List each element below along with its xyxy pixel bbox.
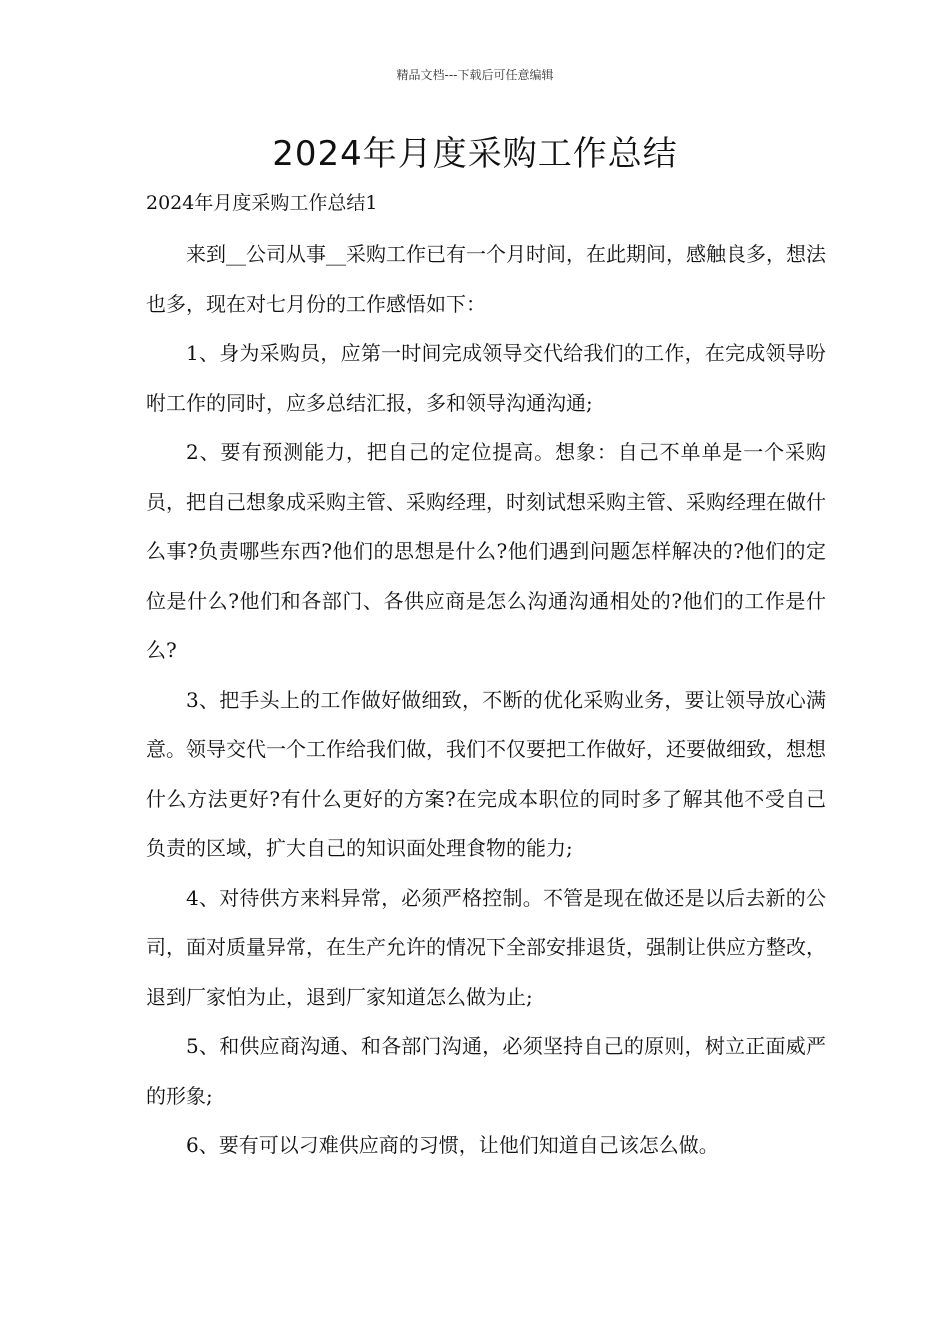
paragraph-intro: 来到__公司从事__采购工作已有一个月时间，在此期间，感触良多，想法也多，现在对七月份的工作感悟如下：	[146, 242, 826, 316]
document-body	[146, 230, 826, 1171]
section-subtitle: 2024年月度采购工作总结1	[146, 192, 378, 214]
paragraph-item-4: 4、对待供方来料异常，必须严格控制。不管是现在做还是以后去新的公司，面对质量异常，在生产允许的情况下全部安排退货，强制让供应方整改，退到厂家怕为止，退到厂家知道怎么做为止;	[146, 885, 826, 1009]
paragraph-item-6: 6、要有可以刁难供应商的习惯，让他们知道自己该怎么做。	[186, 1133, 719, 1157]
paragraph-item-5: 5、和供应商沟通、和各部门沟通，必须坚持自己的原则，树立正面威严的形象;	[146, 1034, 826, 1108]
document-title: 2024年月度采购工作总结	[272, 134, 678, 174]
paragraph-item-1: 1、身为采购员，应第一时间完成领导交代给我们的工作，在完成领导吩咐工作的同时，应多总结汇报，多和领导沟通沟通;	[146, 341, 826, 415]
paragraph-item-3: 3、把手头上的工作做好做细致，不断的优化采购业务，要让领导放心满意。领导交代一个工作给我们做，我们不仅要把工作做好，还要做细致，想想什么方法更好?有什么更好的方案?在完成本职位的同时多了解其他不受自己负责的区域，扩大自己的知识面处理食物的能力;	[146, 687, 826, 860]
header-note: 精品文档---下载后可任意编辑	[396, 68, 554, 82]
paragraph-item-2: 2、要有预测能力，把自己的定位提高。想象：自己不单单是一个采购员，把自己想象成采购主管、采购经理，时刻试想采购主管、采购经理在做什么事?负责哪些东西?他们的思想是什么?他们遇到问题怎样解决的?他们的定位是什么?他们和各部门、各供应商是怎么沟通沟通相处的?他们的工作是什么?	[146, 440, 826, 662]
